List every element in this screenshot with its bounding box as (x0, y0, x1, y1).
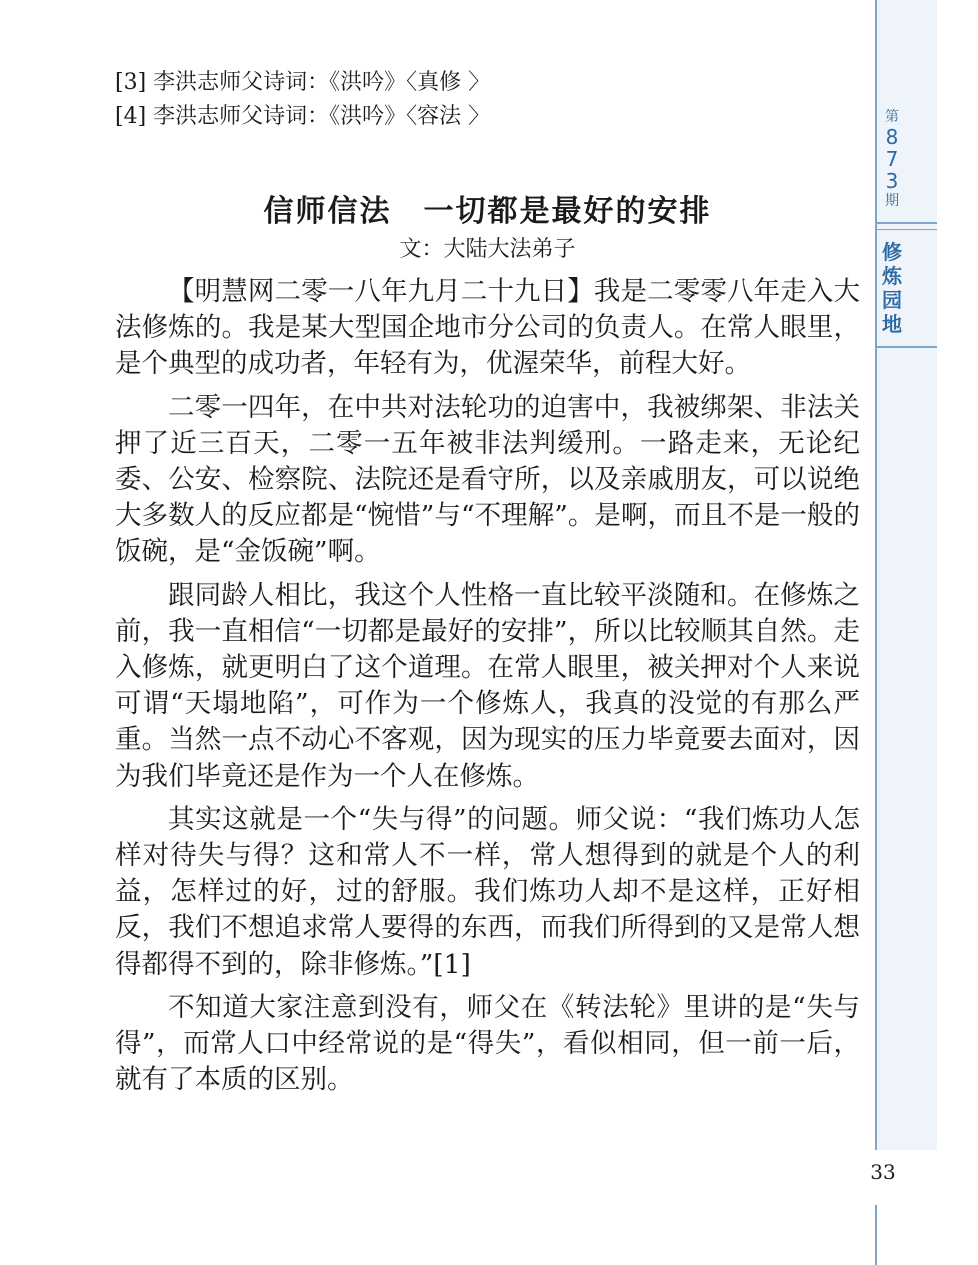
issue-prefix: 第 (885, 109, 899, 125)
section-char: 园 (882, 288, 902, 312)
section-name (877, 240, 907, 336)
divider (877, 229, 937, 230)
issue-digit: 8 (885, 125, 899, 149)
issue-digit: 7 (885, 147, 899, 171)
divider (877, 222, 937, 224)
divider (877, 346, 937, 348)
references (115, 66, 835, 134)
section-char: 地 (882, 312, 902, 336)
reference-3: [3] 李洪志师父诗词：《洪吟》〈真修 〉 (115, 70, 491, 95)
issue-suffix: 期 (885, 193, 899, 209)
issue-digit: 3 (885, 169, 899, 193)
paragraph-2: 二零一四年，在中共对法轮功的迫害中，我被绑架、非法关押了近三百天，二零一五年被非法判缓刑。一路走来，无论纪委、公安、检察院、法院还是看守所，以及亲戚朋友，可以说绝大多数人的反应都是“惋惜”与“不理解”。是啊，而且不是一般的饭碗，是“金饭碗”啊。 (115, 391, 860, 568)
article-title: 信师信法 一切都是最好的安排 (263, 194, 712, 229)
section-char: 修 (882, 240, 902, 264)
page-number: 33 (870, 1160, 896, 1184)
side-tab (875, 0, 937, 1150)
issue-number (877, 108, 907, 210)
paragraph-4: 其实这就是一个“失与得”的问题。师父说：“我们炼功人怎样对待失与得？这和常人不一样，常人想得到的就是个人的利益，怎样过的好，过的舒服。我们炼功人却不是这样，正好相反，我们不想追求常人要得的东西，而我们所得到的又是常人想得都得不到的，除非修炼。”[1] (115, 803, 860, 980)
reference-4: [4] 李洪志师父诗词：《洪吟》〈容法 〉 (115, 104, 491, 129)
article-body (115, 274, 860, 1098)
paragraph-5: 不知道大家注意到没有，师父在《转法轮》里讲的是“失与得”，而常人口中经常说的是“得失”，看似相同，但一前一后，就有了本质的区别。 (115, 991, 860, 1096)
paragraph-1: 【明慧网二零一八年九月二十九日】我是二零零八年走入大法修炼的。我是某大型国企地市分公司的负责人。在常人眼里，是个典型的成功者，年轻有为，优渥荣华，前程大好。 (115, 276, 860, 380)
section-char: 炼 (882, 264, 902, 288)
margin-line (875, 1205, 877, 1265)
article-byline: 文：大陆大法弟子 (399, 237, 576, 262)
paragraph-3: 跟同龄人相比，我这个人性格一直比较平淡随和。在修炼之前，我一直相信“一切都是最好的安排”，所以比较顺其自然。走入修炼，就更明白了这个道理。在常人眼里，被关押对个人来说可谓“天塌地陷”，可作为一个修炼人，我真的没觉的有那么严重。当然一点不动心不客观，因为现实的压力毕竟要去面对，因为我们毕竟还是作为一个人在修炼。 (115, 579, 860, 792)
